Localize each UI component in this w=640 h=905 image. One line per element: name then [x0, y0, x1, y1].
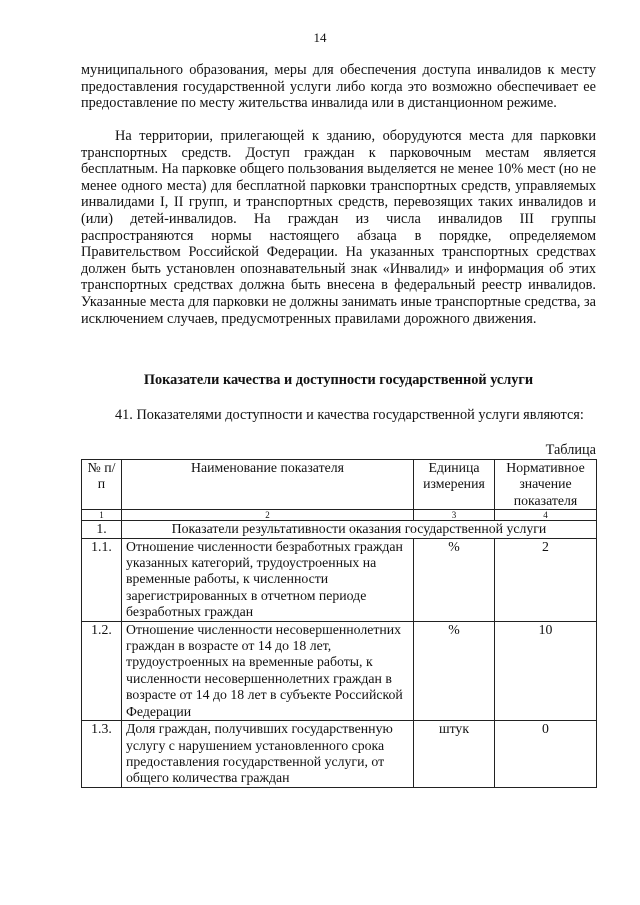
indicators-table — [81, 459, 597, 788]
paragraph-parking — [81, 128, 596, 327]
table-row — [82, 538, 597, 621]
index-cell: 1 — [82, 510, 122, 521]
row-name: Отношение численности безработных граждан указанных категорий, трудоустроенных на временные работы, к численности зарегистрированных в отчетном периоде безработных граждан — [122, 538, 414, 621]
row-value: 0 — [495, 721, 597, 788]
row-unit: штук — [414, 721, 495, 788]
table-section-row — [82, 521, 597, 538]
row-num: 1.3. — [82, 721, 122, 788]
paragraph-indicators-intro — [81, 407, 596, 424]
row-unit: % — [414, 621, 495, 720]
table-caption: Таблица — [545, 442, 596, 458]
paragraph-text: муниципального образования, меры для обеспечения доступа инвалидов к месту предоставления государственной услуги либо когда это возможно обеспечивает ее предоставление по месту жительства инвалида или в дистанционном режиме. — [81, 62, 596, 112]
index-cell: 3 — [414, 510, 495, 521]
table-row — [82, 621, 597, 720]
row-unit: % — [414, 538, 495, 621]
row-num: 1.1. — [82, 538, 122, 621]
header-unit: Единица измерения — [414, 460, 495, 510]
row-value: 2 — [495, 538, 597, 621]
header-num: № п/п — [82, 460, 122, 510]
table-header-row — [82, 460, 597, 510]
paragraph-accessibility-measures — [81, 62, 596, 112]
paragraph-text: На территории, прилегающей к зданию, оборудуются места для парковки транспортных средств. Доступ граждан к парковочным местам является бесплатным. На парковке общего пользования выделяется не менее 10% мест (но не менее одного места) для бесплатной парковки транспортных средств, управляемых инвалидами I, II групп, и транспортных средств, перевозящих таких инвалидов и (или) детей-инвалидов. На граждан из числа инвалидов III группы распространяются нормы настоящего абзаца в порядке, определяемом Правительством Российской Федерации. На указанных транспортных средствах должен быть установлен опознавательный знак «Инвалид» и информация об этих транспортных средствах должна быть внесена в федеральный реестр инвалидов. Указанные места для парковки не должны занимать иные транспортные средства, за исключением случаев, предусмотренных правилами дорожного движения. — [81, 128, 596, 327]
page-number: 14 — [313, 30, 327, 45]
row-value: 10 — [495, 621, 597, 720]
section-heading: Показатели качества и доступности государственной услуги — [143, 372, 534, 388]
index-cell: 4 — [495, 510, 597, 521]
table-row — [82, 721, 597, 788]
paragraph-text: 41. Показателями доступности и качества государственной услуги являются: — [115, 407, 584, 423]
row-name: Отношение численности несовершеннолетних граждан в возрасте от 14 до 18 лет, трудоустроенных на временные работы, к численности несовершеннолетних граждан в возрасте от 14 до 18 лет в субъекте Российской Федерации — [122, 621, 414, 720]
header-name: Наименование показателя — [122, 460, 414, 510]
section-num: 1. — [82, 521, 122, 538]
table-index-row — [82, 510, 597, 521]
row-num: 1.2. — [82, 621, 122, 720]
index-cell: 2 — [122, 510, 414, 521]
header-value: Нормативное значение показателя — [495, 460, 597, 510]
section-title: Показатели результативности оказания государственной услуги — [122, 521, 597, 538]
row-name: Доля граждан, получивших государственную услугу с нарушением установленного срока предоставления государственной услуги, от общего количества граждан — [122, 721, 414, 788]
